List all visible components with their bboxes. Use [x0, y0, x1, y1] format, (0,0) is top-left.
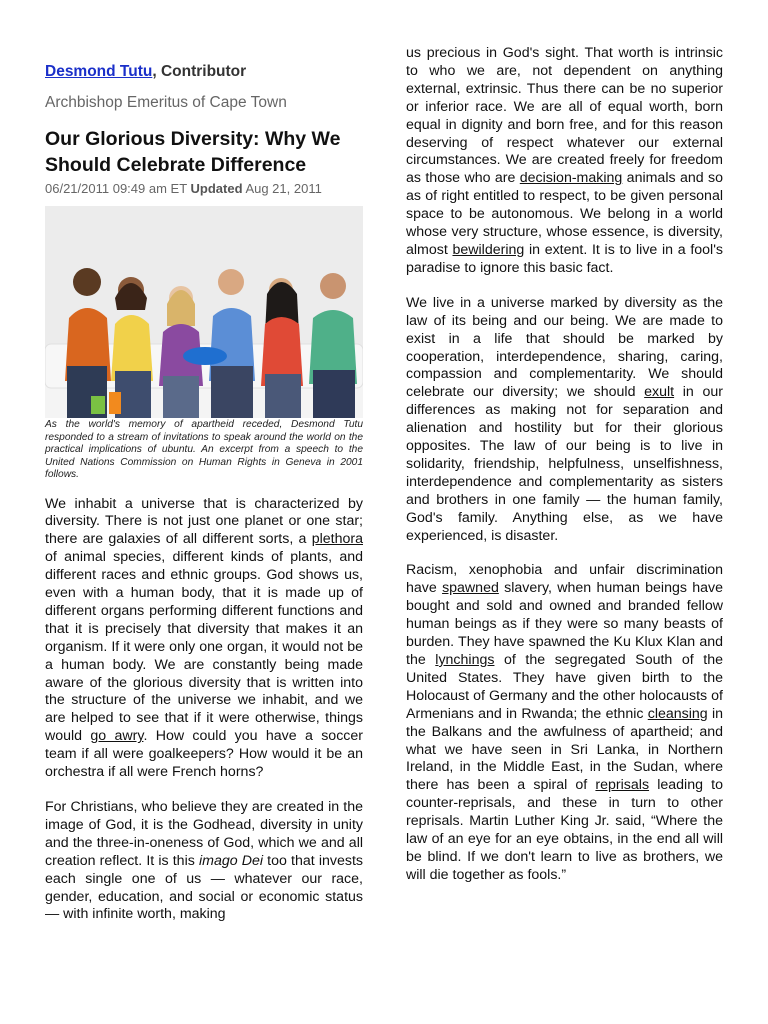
paragraph-3 — [406, 295, 723, 546]
link-bewildering[interactable]: bewildering — [452, 241, 525, 258]
author-link[interactable]: Desmond Tutu — [45, 63, 153, 80]
p4-text-c: of the segregated South of the United States. They have given birth to the Holocaust of Germany and the other holocausts of Armenians and in Rwanda; the ethnic — [406, 652, 723, 722]
author-role: Archbishop Emeritus of Cape Town — [45, 94, 287, 111]
dateline — [45, 181, 363, 196]
p2-text-b-left: too that invests each single one of us — whatever our race, gender, education, and social or economic status — with infinite worth, making — [45, 852, 364, 923]
article-title: Our Glorious Diversity: Why We Should Celebrate Difference — [45, 128, 341, 176]
p4-text-d: in the Balkans and the awfulness of apartheid; and what we have seen in Sri Lanka, in Northern Ireland, in the Middle East, in the Sudan, where there has been a spiral of — [406, 705, 723, 794]
link-plethora[interactable]: plethora — [311, 531, 363, 548]
link-cleansing[interactable]: cleansing — [647, 705, 708, 722]
photo-caption: As the world's memory of apartheid receded, Desmond Tutu responded to a stream of invitations to speak around the world on the practical implications of ubuntu. An excerpt from a speech to the United Nations Commission on Human Rights in Geneva in 2001 follows. — [45, 419, 363, 480]
paragraph-2-continued — [406, 45, 723, 278]
p3-text-a: We live in a universe marked by diversity as the law of its being and our being. We are made to exist in a life that should be marked by cooperation, interdependence, sharing, caring, compassion and complementarity. We should celebrate our diversity; we should — [406, 294, 723, 401]
link-go-awry[interactable]: go awry — [90, 728, 144, 745]
group-photo — [45, 206, 363, 418]
p2-text-b-right: us precious in God's sight. That worth is intrinsic to who we are, not dependent on anything external, extrinsic. Thus there can be no superior or inferior race. We are all of equal worth, born equal in dignity and born free, and for this reason deserving of respect whatever our external circumstances. We are created freely for freedom as those who are — [406, 45, 723, 187]
p4-text-b: slavery, when human beings have bought and sold and owned and branded fellow human beings as if they were so many beasts of burden. They have spawned the Ku Klux Klan and the — [406, 580, 723, 668]
p2-text-d: in extent. It is to live in a fool's paradise to ignore this basic fact. — [406, 241, 723, 276]
paragraph-1 — [45, 496, 363, 783]
p1-text-b: of animal species, different kinds of plants, and different races and ethnic groups. God shows us, even with a human body, that it is made up of different organs performing different functions and that it is precisely that diversity that makes it an organism. If it were only one organ, it would not be a human body. We are constantly being made aware of the glorious diversity that is written into the structure of the universe we inhabit, and we are helped to see that if it were otherwise, things would — [45, 549, 363, 745]
paragraph-2 — [45, 799, 363, 924]
paragraph-4 — [406, 562, 723, 884]
p1-text-c: . How could you have a soccer team if all were goalkeepers? How would it be an orchestra if all were French horns? — [45, 728, 364, 781]
p2-text-a: For Christians, who believe they are created in the image of God, it is the Godhead, diversity in unity and the three-in-oneness of God, which we and all creation reflect. It is this — [45, 799, 363, 869]
right-column — [406, 45, 723, 885]
p1-text-a: We inhabit a universe that is characterized by diversity. There is not just one planet or one star; there are galaxies of all different sorts, a — [45, 495, 363, 548]
left-column — [45, 60, 363, 924]
link-decision-making[interactable]: decision-making — [519, 170, 623, 187]
person-5 — [261, 278, 303, 418]
p4-text-a: Racism, xenophobia and unfair discrimination have — [406, 562, 723, 597]
p3-text-b: in our differences as making not for separation and alienation and hostility but for their glorious opposites. The law of our being is to live in solidarity, friendship, helpfulness, unselfishness, interdependence and complementarity as sisters and brothers in one family — the human family, God's family. Anything else, as we have experienced, is disaster. — [406, 384, 723, 544]
link-spawned[interactable]: spawned — [442, 580, 499, 597]
p4-text-e: leading to counter-reprisals, and these in turn to other reprisals. Martin Luther King Jr. said, “Where the law of an eye for an eye obtains, in the end all will be blind. If we don't learn to live as brothers, we will die together as fools.” — [406, 777, 723, 883]
posted-date: 06/21/2011 09:49 am ET — [45, 181, 187, 196]
byline — [45, 63, 363, 81]
link-lynchings[interactable]: lynchings — [435, 652, 495, 668]
imago-dei: imago Dei — [198, 852, 264, 869]
link-exult[interactable]: exult — [644, 384, 675, 401]
updated-label: Updated — [190, 181, 243, 196]
p2-text-c: animals and so as of right entitled to respect, to be given personal space to be autonomous. We belong in a world whose very structure, whose essence, is diversity, almost — [406, 170, 723, 258]
updated-date: Aug 21, 2011 — [245, 181, 322, 196]
byline-suffix: , Contributor — [152, 63, 247, 80]
link-reprisals[interactable]: reprisals — [595, 777, 650, 794]
